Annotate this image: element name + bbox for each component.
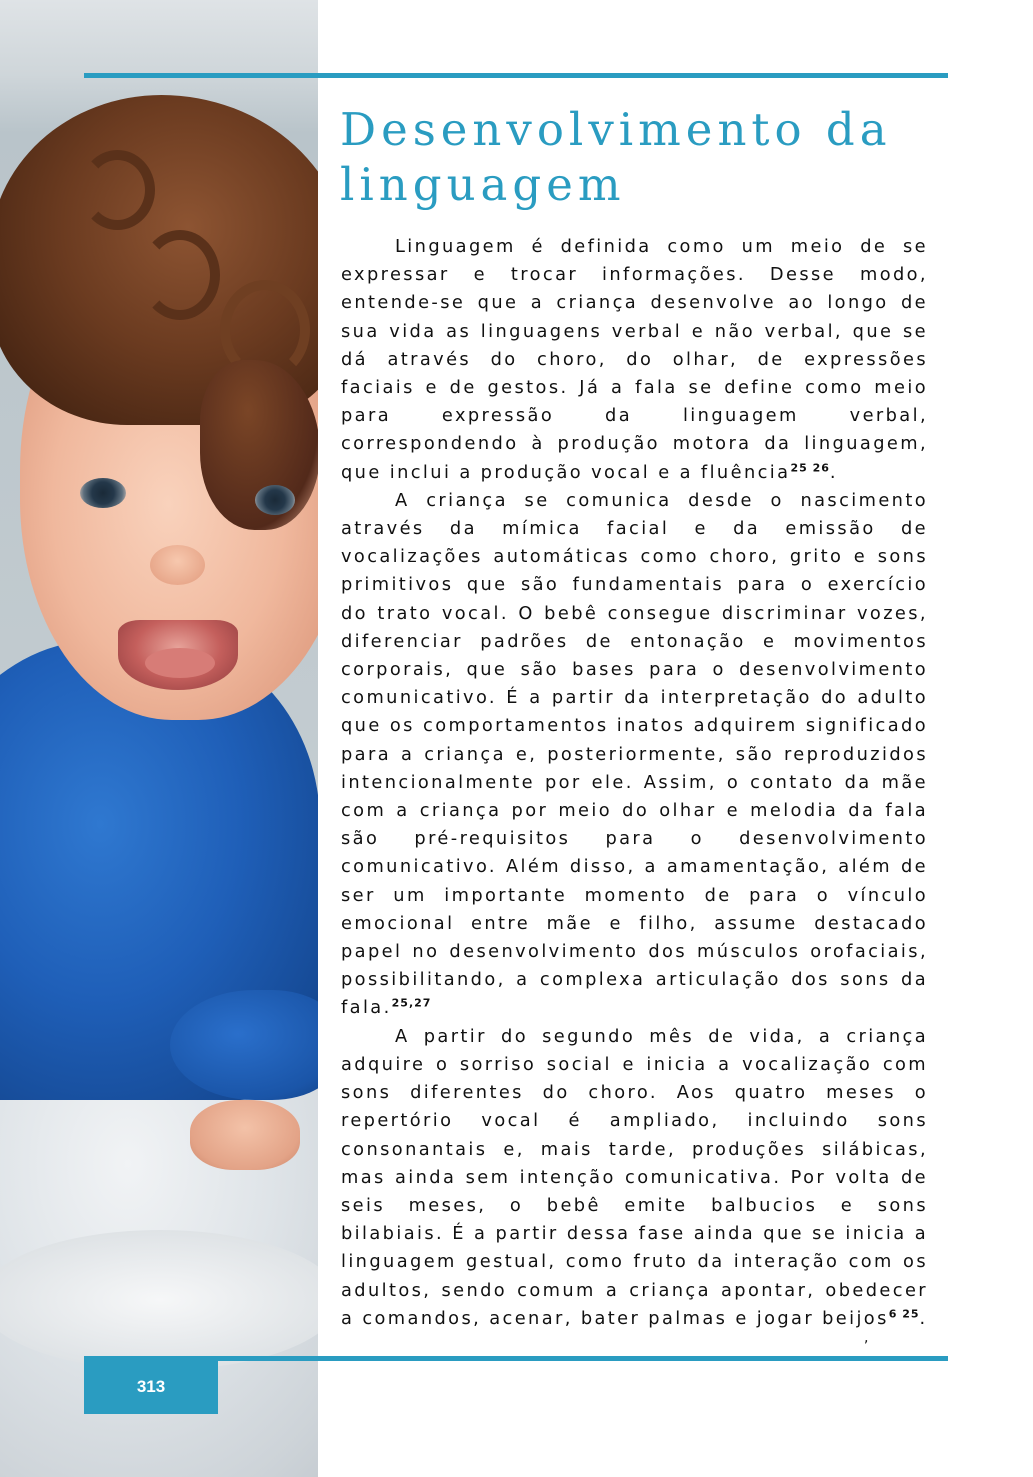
page-number-badge: [84, 1360, 218, 1414]
baby-photo: [0, 0, 318, 1477]
hair-curl: [80, 150, 155, 230]
stray-comma: ,: [864, 1330, 869, 1346]
paragraph-text: A partir do segundo mês de vida, a criança adquire o sorriso social e inicia a vocalização com sons diferentes do choro. Aos quatro meses o repertório vocal é ampliado, incluindo sons consonantais e, mais tarde, produções silábicas, mas ainda sem intenção comunicativa. Por volta de seis meses, o bebê emite balbucios e sons bilabiais. É a partir dessa fase ainda que se inicia a linguagem gestual, como fruto da interação com os adultos, sendo comum a criança apontar, obedecer a comandos, acenar, bater palmas e jogar beijos: [341, 1025, 928, 1329]
page-title: Desenvolvimento da linguagem: [340, 103, 892, 211]
paragraph: [341, 233, 928, 487]
paragraph-end: .: [919, 1307, 928, 1329]
citation-refs: 25 26: [790, 461, 830, 475]
right-eye: [255, 485, 295, 515]
citation-refs: 6 25: [888, 1307, 920, 1321]
paragraph-end: .: [829, 461, 838, 483]
hair-curl: [140, 230, 220, 320]
left-eye: [80, 478, 126, 508]
paragraph: [341, 1023, 928, 1333]
top-divider: [84, 73, 948, 78]
hand: [190, 1100, 300, 1170]
tongue: [145, 648, 215, 678]
paragraph: [341, 487, 928, 1023]
blanket-fold: [0, 1230, 318, 1370]
citation-refs: 25,27: [391, 996, 432, 1010]
article-body: [341, 233, 928, 1333]
paragraph-text: A criança se comunica desde o nascimento através da mímica facial e da emissão de vocalizações automáticas como choro, grito e sons primitivos que são fundamentais para o exercício do trato vocal. O bebê consegue discriminar vozes, diferenciar padrões de entonação e movimentos corporais, que são bases para o desenvolvimento comunicativo. É a partir da interpretação do adulto que os comportamentos inatos adquirem significado para a criança e, posteriormente, são reproduzidos intencionalmente por ele. Assim, o contato da mãe com a criança por meio do olhar e melodia da fala são pré-requisitos para o desenvolvimento comunicativo. Além disso, a amamentação, além de ser um importante momento de para o vínculo emocional entre mãe e filho, assume destacado papel no desenvolvimento dos músculos orofaciais, possibilitando, a complexa articulação dos sons da fala.: [341, 489, 928, 1019]
paragraph-text: Linguagem é definida como um meio de se expressar e trocar informações. Desse modo, entende-se que a criança desenvolve ao longo de sua vida as linguagens verbal e não verbal, que se dá através do choro, do olhar, de expressões faciais e de gestos. Já a fala se define como meio para expressão da linguagem verbal, correspondendo à produção motora da linguagem, que inclui a produção vocal e a fluência: [341, 236, 928, 483]
nose: [150, 545, 205, 585]
page-number: 313: [136, 1377, 166, 1396]
